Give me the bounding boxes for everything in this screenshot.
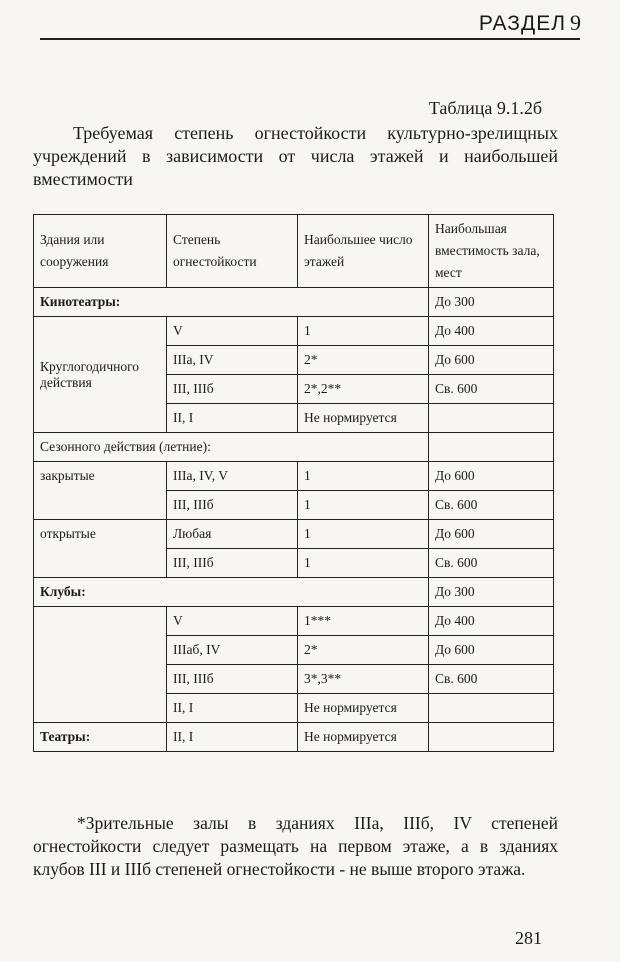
table-row [34,433,554,462]
group-label-teatry: Театры: [34,723,167,752]
table-row [34,578,554,607]
cell-capacity: Св. 600 [429,549,554,578]
cell-degree: III, IIIб [167,491,298,520]
cell-floors: Не нормируется [298,723,429,752]
cell-degree: V [167,317,298,346]
cell-degree: IIIа, IV, V [167,462,298,491]
fire-resistance-table [33,214,554,752]
cell-floors: 1 [298,317,429,346]
cell-floors: 1 [298,491,429,520]
cell-floors: 1*** [298,607,429,636]
cell-degree: III, IIIб [167,549,298,578]
cell-capacity: До 600 [429,462,554,491]
cell-capacity [429,404,554,433]
cell-degree: III, IIIб [167,375,298,404]
group-label-kluby-empty [34,607,167,723]
page-number: 281 [515,928,542,948]
cell-capacity [429,723,554,752]
cell-capacity: Св. 600 [429,491,554,520]
cell-floors: 2* [298,346,429,375]
table-row [34,317,554,346]
header-cell-floors: Наибольшее число этажей [298,215,429,288]
table-row [34,520,554,549]
table-caption: Требуемая степень огнестойкости культурно-зрелищных учреждений в зависимости от числа этажей и наибольшей вместимости [33,123,558,189]
cell-degree: IIIа, IV [167,346,298,375]
cell-degree: II, I [167,404,298,433]
group-label-otkrytye: открытые [34,520,167,578]
cell-degree: IIIаб, IV [167,636,298,665]
footnote: *Зрительные залы в зданиях IIIа, IIIб, IV степеней огнестойкости следует размещать на первом этаже, а в зданиях клубов III и IIIб степеней огнестойкости - не выше второго этажа. [33,813,558,879]
cell-capacity: До 300 [429,578,554,607]
table-row [34,462,554,491]
table-header-row [34,215,554,288]
cell-capacity: До 600 [429,520,554,549]
header-cell-capacity: Наибольшая вместимость зала, мест [429,215,554,288]
cell-capacity: До 600 [429,636,554,665]
cell-floors: 2*,2** [298,375,429,404]
table-row [34,288,554,317]
cell-floors: 1 [298,462,429,491]
group-label-kruglogodichnye: Круглогодичн​ого действия [34,317,167,433]
cell-floors: Не нормируется [298,404,429,433]
cell-floors: Не нормируется [298,694,429,723]
group-label-kinoteatry: Кинотеатры: [34,288,429,317]
cell-capacity: Св. 600 [429,665,554,694]
header-rule [40,38,580,40]
cell-capacity: До 400 [429,607,554,636]
header-cell-degree: Степень огнестойкости [167,215,298,288]
cell-capacity [429,433,554,462]
cell-degree: V [167,607,298,636]
cell-capacity: Св. 600 [429,375,554,404]
table-number: Таблица 9.1.2б [428,98,542,118]
cell-floors: 1 [298,520,429,549]
cell-degree: Любая [167,520,298,549]
section-label: РАЗДЕЛ [478,12,566,35]
cell-floors: 3*,3** [298,665,429,694]
cell-degree: II, I [167,694,298,723]
header-cell-buildings: Здания или сооружения [34,215,167,288]
cell-capacity: До 400 [429,317,554,346]
cell-capacity: До 300 [429,288,554,317]
group-label-sezonnye: Сезонного действия (летние): [34,433,429,462]
cell-degree: III, IIIб [167,665,298,694]
section-header [479,10,582,36]
cell-degree: II, I [167,723,298,752]
cell-floors: 1 [298,549,429,578]
group-label-zakrytye: закрытые [34,462,167,520]
table-row [34,607,554,636]
group-label-kluby: Клубы: [34,578,429,607]
cell-floors: 2* [298,636,429,665]
section-number: 9 [570,10,582,35]
cell-capacity: До 600 [429,346,554,375]
cell-capacity [429,694,554,723]
table-row [34,723,554,752]
